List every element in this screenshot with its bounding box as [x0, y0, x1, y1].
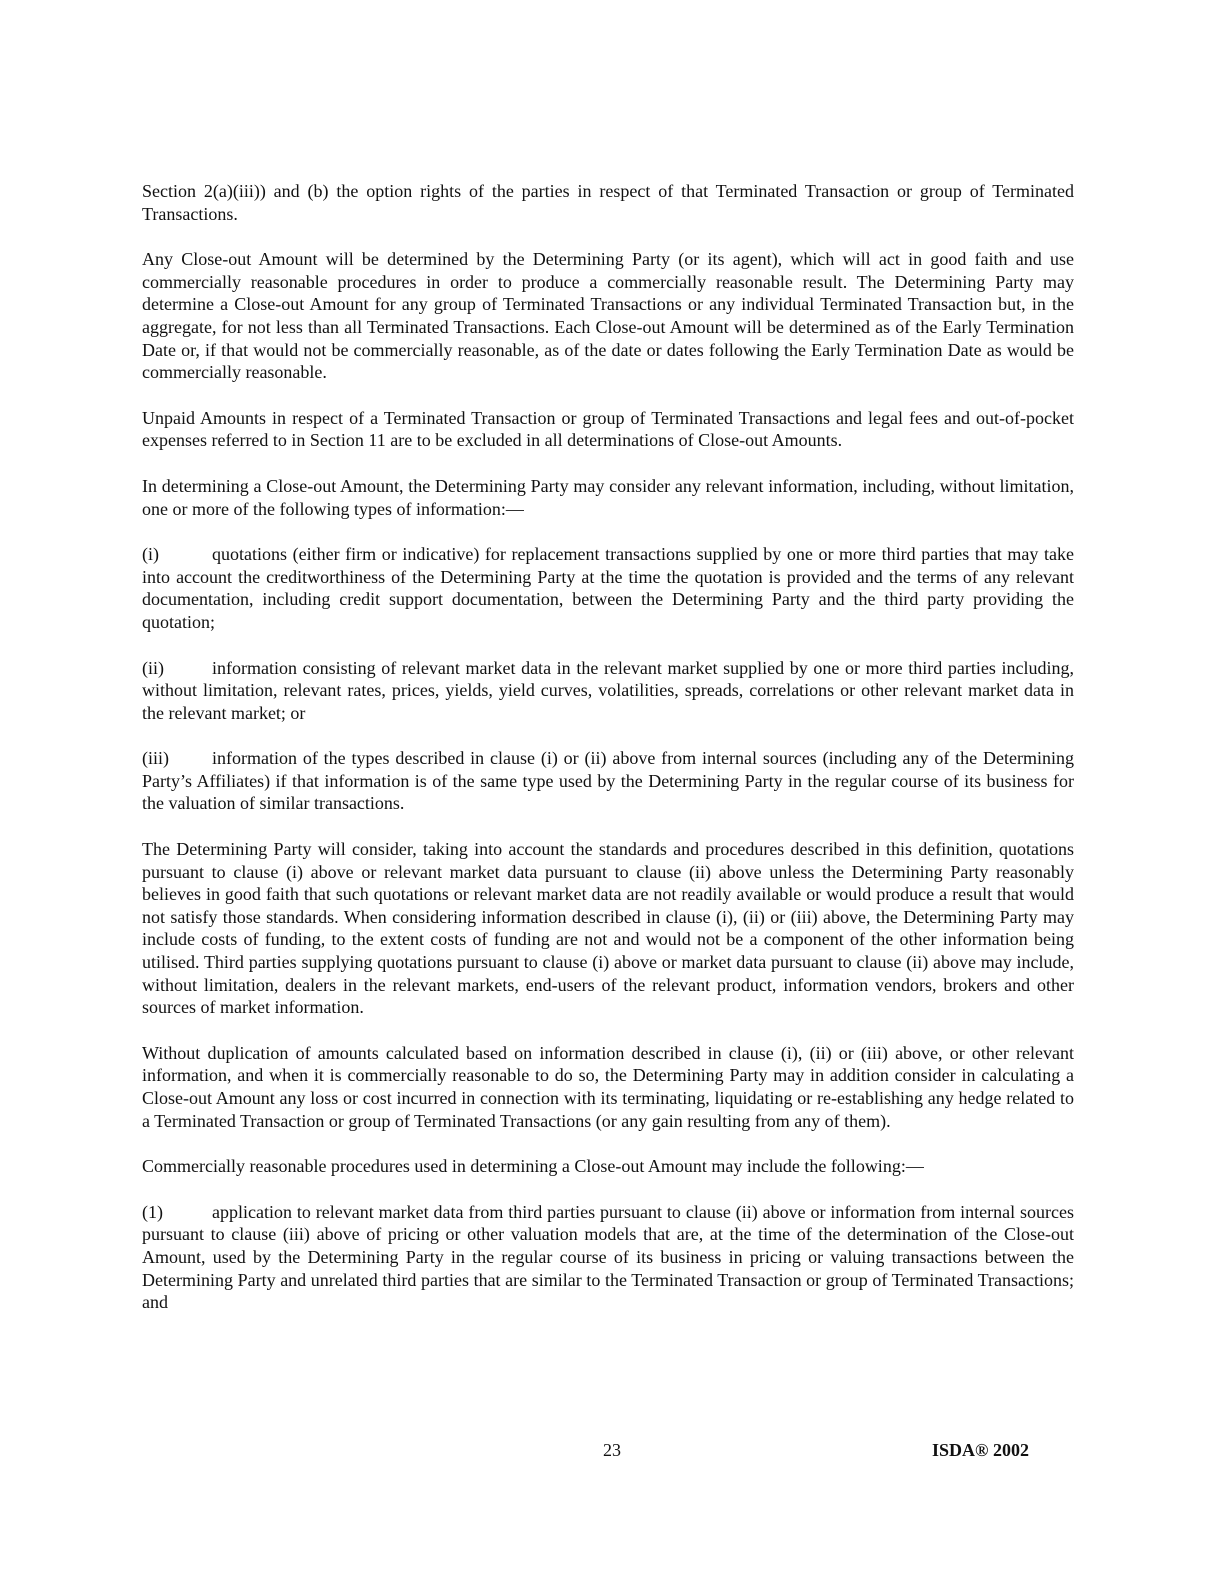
- paragraph-unpaid-amounts: Unpaid Amounts in respect of a Terminated Transaction or group of Terminated Transactions and legal fees and out-of-pocket expenses referred to in Section 11 are to be excluded in all determinations of Close-out Amounts.: [142, 407, 1074, 451]
- clause-i: [142, 543, 1074, 633]
- paragraph-close-out-determination: Any Close-out Amount will be determined by the Determining Party (or its agent), which will act in good faith and use commercially reasonable procedures in order to produce a commercially reasonable result. The Determining Party may determine a Close-out Amount for any group of Terminated Transactions or any individual Terminated Transaction but, in the aggregate, for not less than all Terminated Transactions. Each Close-out Amount will be determined as of the Early Termination Date or, if that would not be commercially reasonable, as of the date or dates following the Early Termination Date as would be commercially reasonable.: [142, 249, 1074, 383]
- paragraph-determining-party-consideration: The Determining Party will consider, taking into account the standards and procedures described in this definition, quotations pursuant to clause (i) above or relevant market data pursuant to clause (ii) above unless the Determining Party reasonably believes in good faith that such quotations or relevant market data are not readily available or would produce a result that would not satisfy those standards. When considering information described in clause (i), (ii) or (iii) above, the Determining Party may include costs of funding, to the extent costs of funding are not and would not be a component of the other information being utilised. Third parties supplying quotations pursuant to clause (i) above or market data pursuant to clause (ii) above may include, without limitation, dealers in the relevant markets, end-users of the relevant product, information vendors, brokers and other sources of market information.: [142, 839, 1074, 1018]
- clause-iii: [142, 747, 1074, 815]
- paragraph-without-duplication: Without duplication of amounts calculated based on information described in clause (i), (ii) or (iii) above, or other relevant information, and when it is commercially reasonable to do so, the Determining Party may in addition consider in calculating a Close-out Amount any loss or cost incurred in connection with its terminating, liquidating or re-establishing any hedge related to a Terminated Transaction or group of Terminated Transactions (or any gain resulting from any of them).: [142, 1042, 1074, 1131]
- clause-label: (ii): [142, 657, 164, 678]
- clause-label: (i): [142, 544, 159, 565]
- document-body: [142, 180, 1074, 1337]
- paragraph-relevant-information: In determining a Close-out Amount, the Determining Party may consider any relevant information, including, without limitation, one or more of the following types of information:—: [142, 475, 1074, 519]
- clause-text: information consisting of relevant market data in the relevant market supplied by one or more third parties including, without limitation, relevant rates, prices, yields, yield curves, volatilities, spreads, correlations or other relevant market data in the relevant market; or: [142, 657, 1074, 723]
- footer-brand: ISDA® 2002: [932, 1440, 1029, 1460]
- clause-text: information of the types described in clause (i) or (ii) above from internal sources (including any of the Determining Party’s Affiliates) if that information is of the same type used by the Determining Party in the regular course of its business for the valuation of similar transactions.: [142, 748, 1074, 814]
- paragraph-section-2a-continuation: Section 2(a)(iii)) and (b) the option rights of the parties in respect of that Terminated Transaction or group of Terminated Transactions.: [142, 181, 1074, 224]
- page-number: 23: [603, 1440, 621, 1460]
- clause-text: quotations (either firm or indicative) for replacement transactions supplied by one or more third parties that may take into account the creditworthiness of the Determining Party at the time the quotation is provided and the terms of any relevant documentation, including credit support documentation, between the Determining Party and the third party providing the quotation;: [142, 544, 1074, 632]
- clause-label: (1): [142, 1201, 163, 1222]
- paragraph-commercially-reasonable-procedures: Commercially reasonable procedures used in determining a Close-out Amount may include the following:—: [142, 1156, 924, 1177]
- clause-ii: [142, 657, 1074, 725]
- clause-label: (iii): [142, 748, 169, 769]
- clause-text: application to relevant market data from third parties pursuant to clause (ii) above or information from internal sources pursuant to clause (iii) above of pricing or other valuation models that are, at the time of the determination of the Close-out Amount, used by the Determining Party in the regular course of its business in pricing or valuing transactions between the Determining Party and unrelated third parties that are similar to the Terminated Transaction or group of Terminated Transactions; and: [142, 1201, 1074, 1313]
- clause-1: [142, 1201, 1074, 1314]
